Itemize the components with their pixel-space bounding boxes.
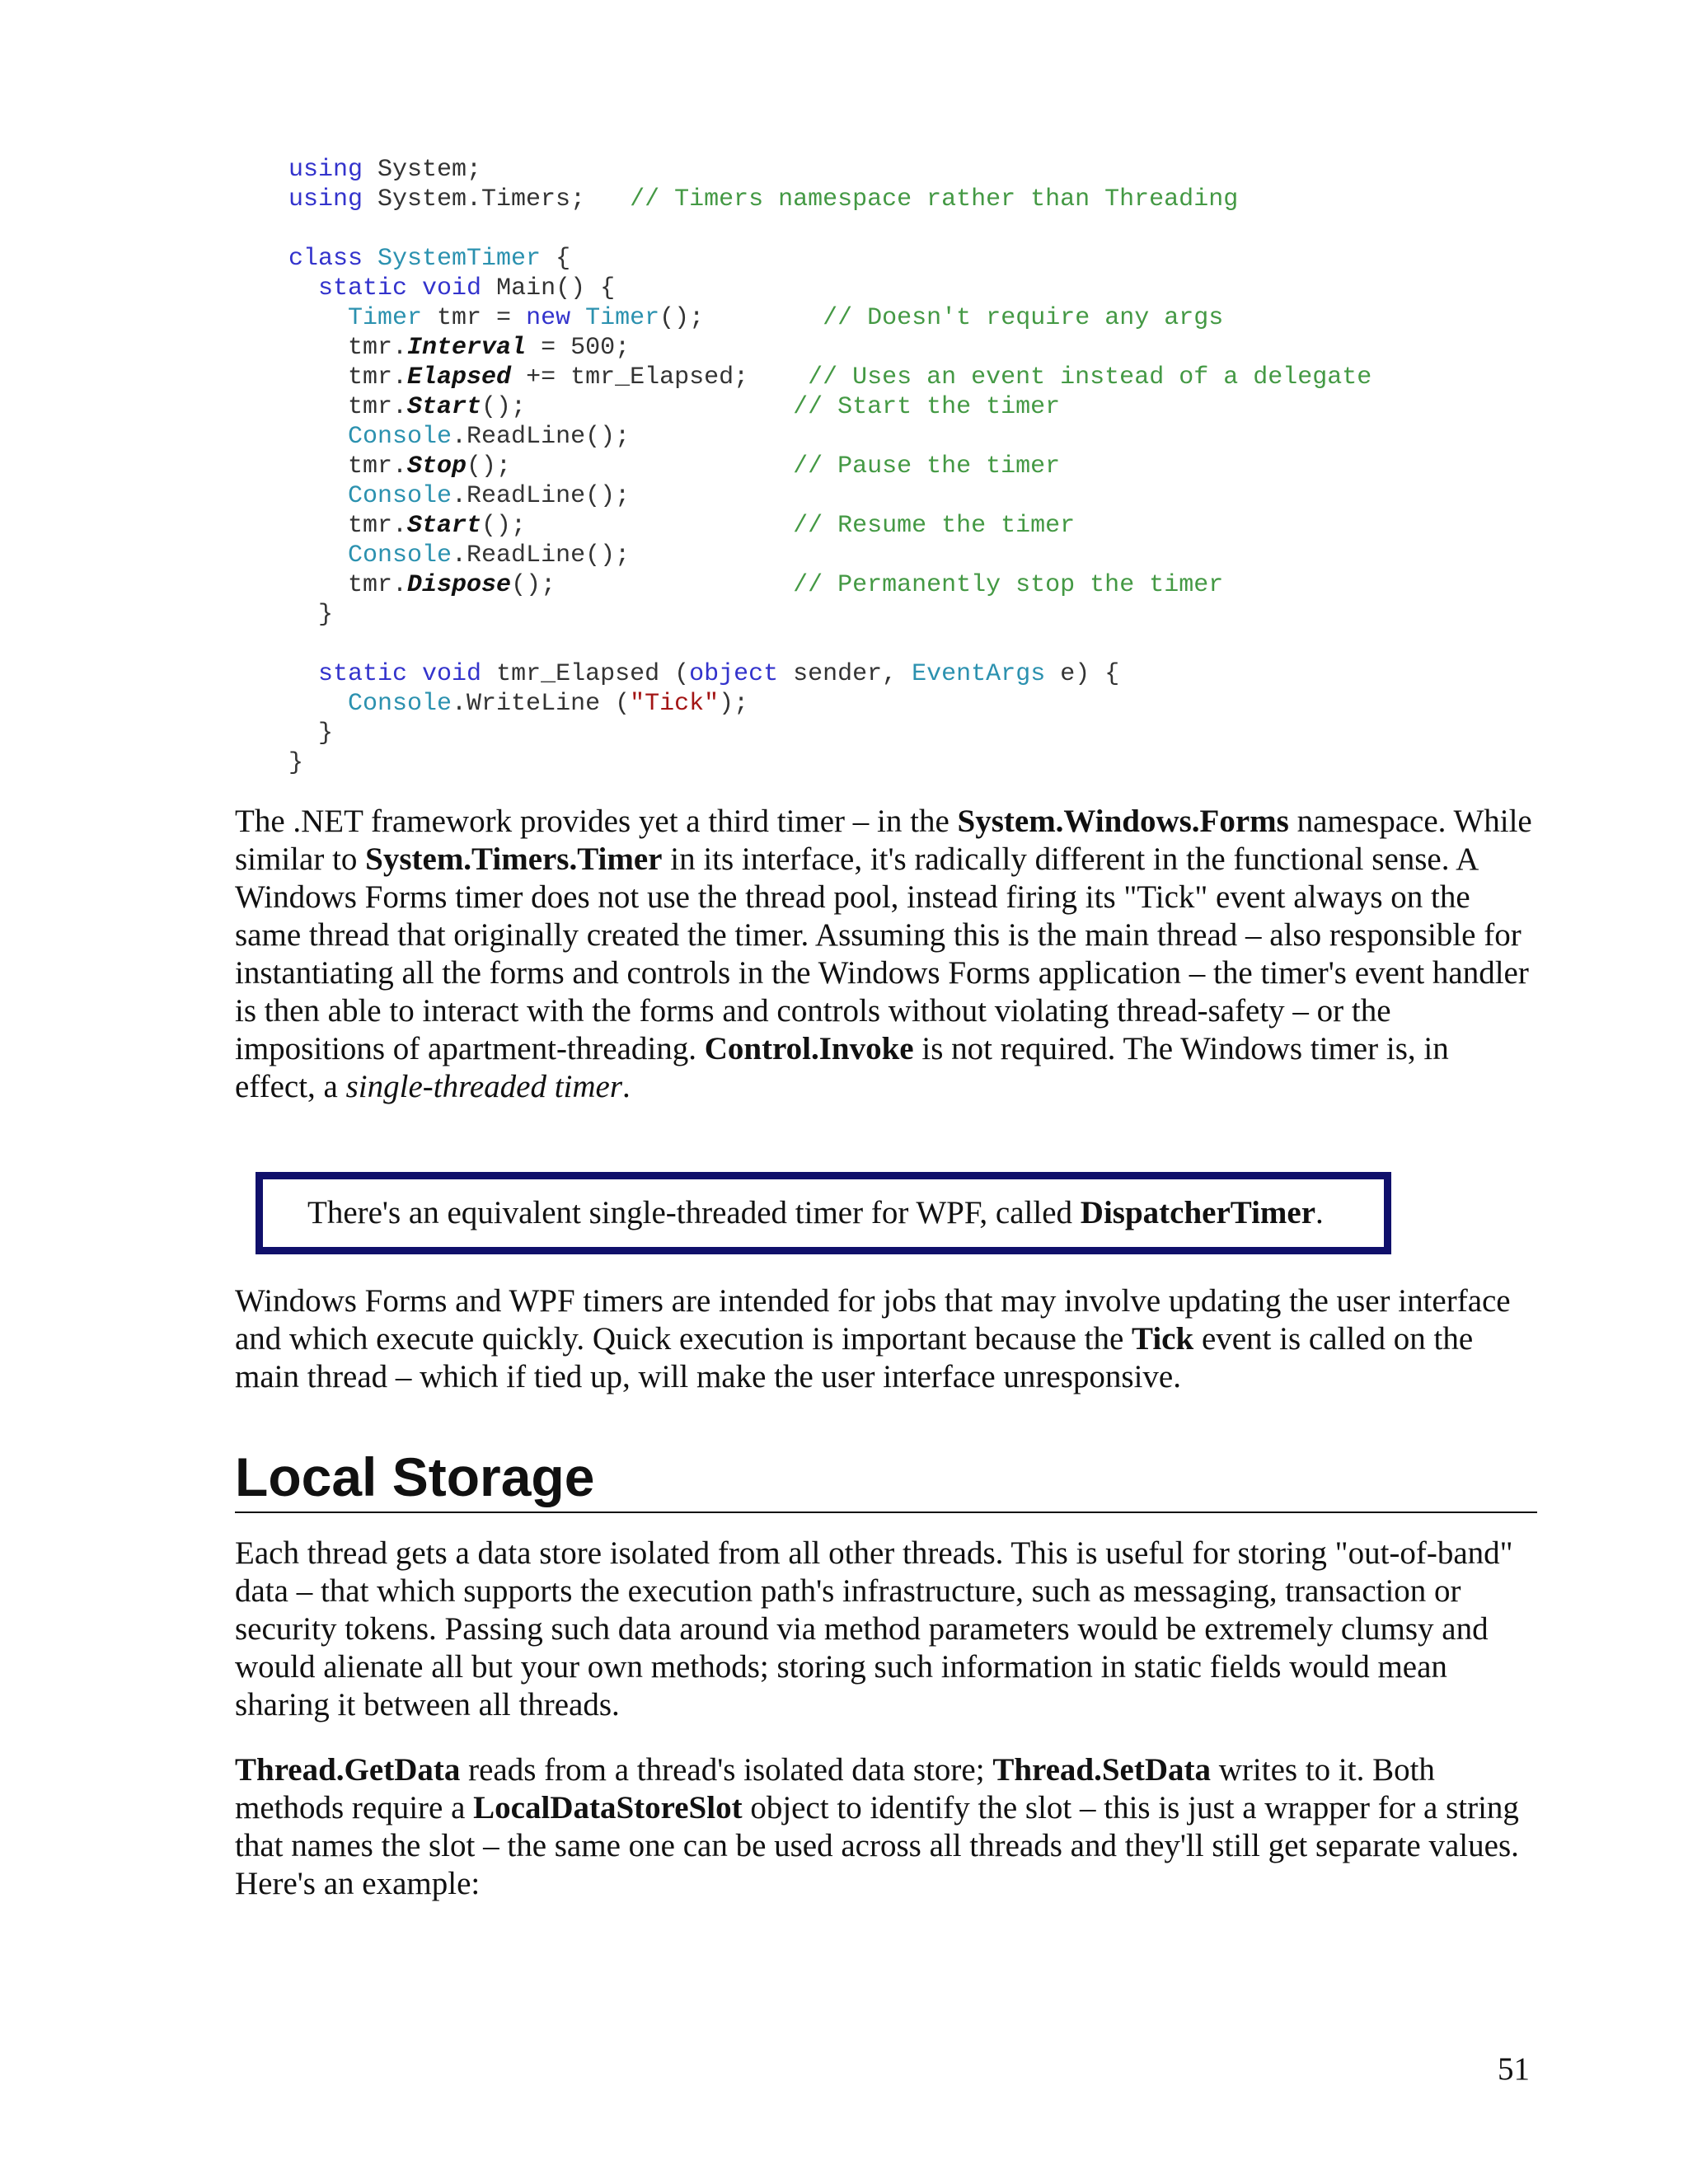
code-text: {: [541, 245, 571, 273]
code-text: ();: [659, 304, 823, 332]
paragraph-text: object to identify the slot – this is just a wrapper for a string that names the slot – the same one can be used across all threads and they'll still get separate values. Here's an example:: [235, 1790, 1519, 1901]
paragraph-local-storage: Each thread gets a data store isolated from all other threads. This is useful for storing "out-of-band" data – that which supports the execution path's infrastructure, such as messaging, transaction or security tokens. Passing such data around via method parameters would be extremely clumsy and would alienate all but your own methods; storing such information in static fields would mean sharing it between all threads.: [235, 1535, 1513, 1722]
code-line: [288, 303, 1442, 333]
paragraph-bold: Tick: [1132, 1321, 1194, 1357]
code-line: [288, 600, 1442, 630]
paragraph-bold: Thread.GetData: [235, 1752, 461, 1788]
code-comment: // Pause the timer: [793, 452, 1061, 480]
code-block: [288, 155, 1442, 778]
paragraph-getdata-setdata: [235, 1751, 1537, 1903]
code-member: Dispose: [407, 571, 512, 599]
code-type: Console: [348, 690, 452, 718]
code-comment: // Permanently stop the timer: [793, 571, 1224, 599]
code-member: Start: [407, 393, 482, 421]
code-text: = 500;: [526, 334, 631, 362]
code-text: tmr.: [348, 452, 408, 480]
code-line: [288, 719, 1442, 748]
paragraph-bold: System.Timers.Timer: [365, 841, 663, 877]
code-text: }: [288, 749, 304, 777]
code-type: EventArgs: [912, 660, 1046, 688]
paragraph-text: reads from a thread's isolated data store;: [460, 1752, 993, 1788]
paragraph-text: .: [622, 1069, 631, 1104]
code-line: [288, 452, 1442, 481]
code-line: [288, 185, 1442, 214]
paragraph-forms-timer: [235, 803, 1537, 1106]
code-keyword: new: [526, 304, 571, 332]
code-type: Timer: [585, 304, 660, 332]
code-text: Main() {: [481, 274, 616, 302]
code-line: [288, 155, 1442, 185]
code-line: [288, 659, 1442, 689]
paragraph-text: Windows Forms and WPF timers are intended for jobs that may involve updating the user interface and which execute quickly. Quick execution is important because the: [235, 1283, 1511, 1357]
code-keyword: class: [288, 245, 363, 273]
code-text: }: [318, 601, 334, 629]
paragraph-text: The .NET framework provides yet a third timer – in the: [235, 804, 958, 839]
code-text: tmr.: [348, 512, 408, 540]
paragraph-bold: LocalDataStoreSlot: [473, 1790, 743, 1825]
section-heading: Local Storage: [235, 1444, 1537, 1513]
code-member: Elapsed: [407, 363, 512, 391]
code-text: tmr.: [348, 393, 408, 421]
code-line: [288, 274, 1442, 303]
page-number: 51: [1498, 2051, 1530, 2087]
code-member: Interval: [407, 334, 527, 362]
callout-text-part: There's an equivalent single-threaded timer for WPF, called: [307, 1195, 1081, 1230]
code-text: ();: [511, 571, 794, 599]
code-text: tmr_Elapsed (: [481, 660, 690, 688]
code-line: [288, 748, 1442, 778]
paragraph-text: namespace. While similar to: [235, 804, 1532, 877]
code-text: tmr.: [348, 334, 408, 362]
code-text: .ReadLine();: [452, 423, 631, 451]
paragraph-text: is not required. The Windows timer is, in effect, a: [235, 1031, 1449, 1104]
code-text: .WriteLine (: [452, 690, 631, 718]
callout-box: [256, 1172, 1391, 1254]
code-keyword: using: [288, 185, 363, 213]
code-line: [288, 422, 1442, 452]
code-line: [288, 333, 1442, 363]
code-text: }: [318, 719, 334, 748]
code-member: Start: [407, 512, 482, 540]
code-text: ();: [481, 393, 794, 421]
code-text: System.Timers;: [363, 185, 631, 213]
code-line: [288, 481, 1442, 511]
code-line: [288, 689, 1442, 719]
code-comment: // Timers namespace rather than Threading: [630, 185, 1239, 213]
paragraph-ui-timers: [235, 1282, 1537, 1396]
code-text: e) {: [1045, 660, 1120, 688]
code-text: tmr =: [422, 304, 527, 332]
code-line: [288, 541, 1442, 570]
code-text: .ReadLine();: [452, 541, 631, 569]
paragraph-text: writes to it. Both methods require a: [235, 1752, 1435, 1825]
code-line: [288, 392, 1442, 422]
code-type: SystemTimer: [377, 245, 542, 273]
code-type: Console: [348, 541, 452, 569]
code-line: [288, 511, 1442, 541]
callout-text: [307, 1194, 1324, 1232]
code-line: [288, 570, 1442, 600]
code-type: Console: [348, 482, 452, 510]
paragraph-text: in its interface, it's radically different in the functional sense. A Windows Forms timer does not use the thread pool, instead firing its "Tick" event always on the same thread that originally created the timer. Assuming this is the main thread – also responsible for instantiating all the forms and controls in the Windows Forms application – the timer's event handler is then able to interact with the forms and controls without violating thread-safety – or the impositions of apartment-threading.: [235, 841, 1529, 1066]
code-comment: // Resume the timer: [793, 512, 1076, 540]
code-comment: // Doesn't require any args: [823, 304, 1224, 332]
code-type: Timer: [348, 304, 423, 332]
code-comment: // Start the timer: [793, 393, 1061, 421]
code-text: );: [719, 690, 749, 718]
paragraph-text: event is called on the main thread – which if tied up, will make the user interface unresponsive.: [235, 1321, 1474, 1394]
code-keyword: static void: [318, 274, 482, 302]
code-text: .ReadLine();: [452, 482, 631, 510]
code-member: Stop: [407, 452, 467, 480]
code-text: sender,: [778, 660, 912, 688]
code-keyword: object: [689, 660, 779, 688]
callout-text-part: .: [1315, 1195, 1324, 1230]
code-line: [288, 244, 1442, 274]
code-string: "Tick": [630, 690, 720, 718]
code-blank-line: [288, 214, 1442, 244]
paragraph-bold: System.Windows.Forms: [957, 804, 1289, 839]
code-text: ();: [481, 512, 794, 540]
paragraph-bold: Thread.SetData: [992, 1752, 1212, 1788]
code-text: += tmr_Elapsed;: [511, 363, 809, 391]
paragraph-italic: single-threaded timer: [345, 1069, 623, 1104]
code-keyword: static void: [318, 660, 482, 688]
code-blank-line: [288, 630, 1442, 659]
callout-bold: DispatcherTimer: [1080, 1195, 1316, 1230]
code-text: tmr.: [348, 571, 408, 599]
code-text: System;: [363, 156, 482, 184]
code-comment: // Uses an event instead of a delegate: [808, 363, 1372, 391]
paragraph-bold: Control.Invoke: [704, 1031, 914, 1066]
code-line: [288, 363, 1442, 392]
code-text: tmr.: [348, 363, 408, 391]
code-type: Console: [348, 423, 452, 451]
code-keyword: using: [288, 156, 363, 184]
code-text: ();: [467, 452, 794, 480]
